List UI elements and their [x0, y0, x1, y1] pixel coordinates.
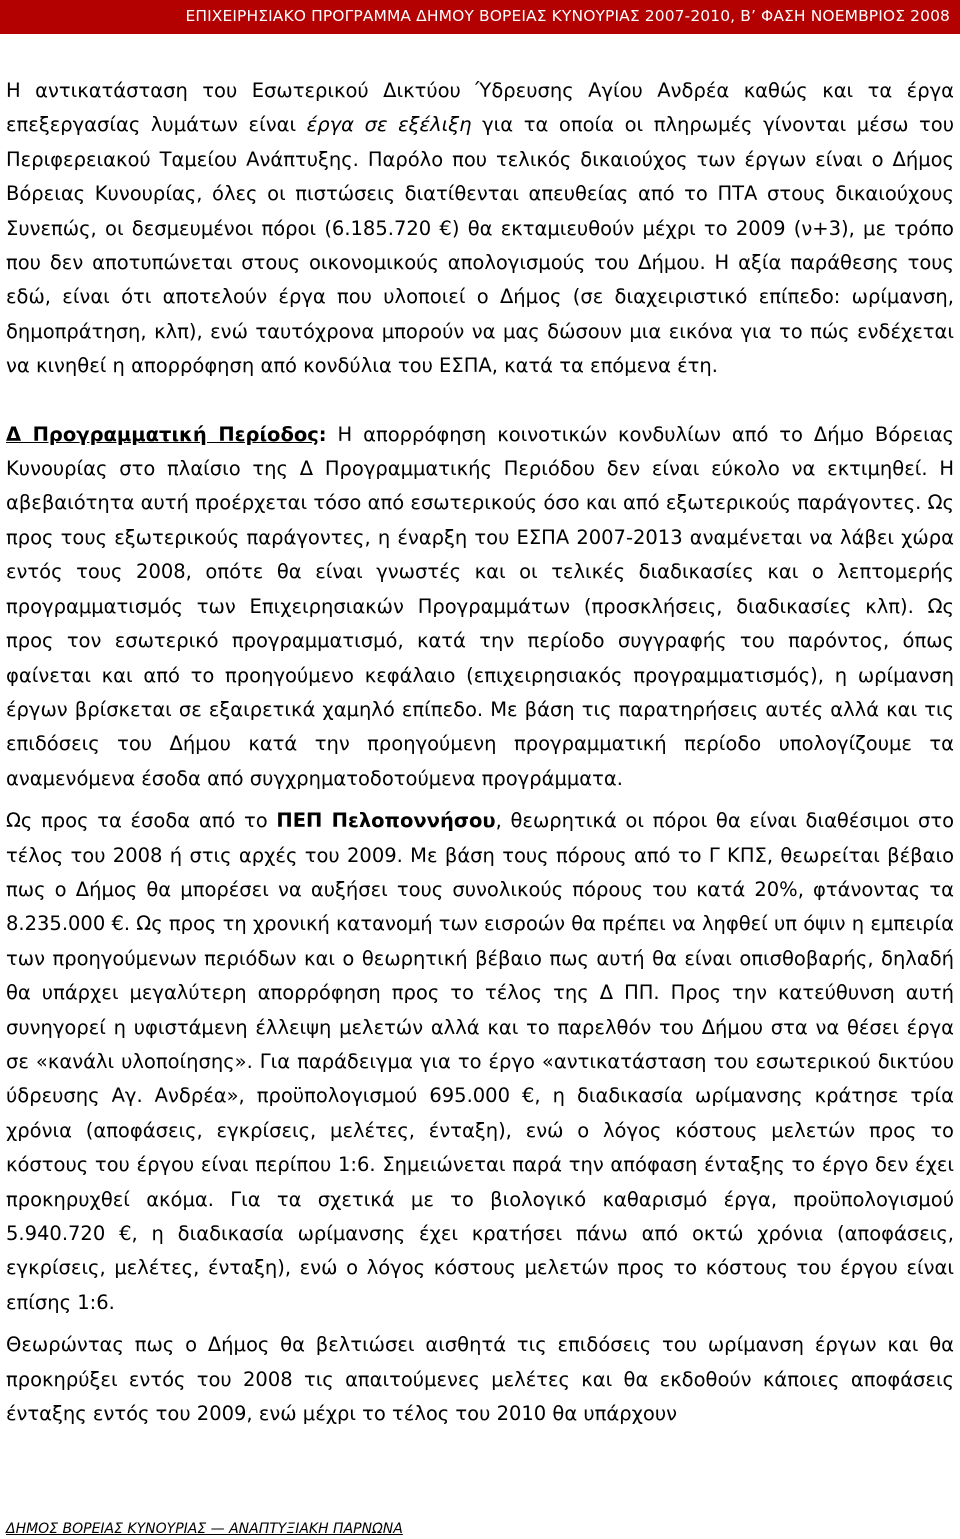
header-bar	[0, 0, 960, 34]
paragraph-3	[6, 804, 954, 1320]
paragraph-3-text-b: , θεωρητικά οι πόροι θα είναι διαθέσιμοι στο τέλος του 2008 ή στις αρχές του 2009. Με βάση τους πόρους από το Γ ΚΠΣ, θεωρείται βέβαιο πως ο Δήμος θα μπορέσει να αυξήσει τους συνολικούς πόρους του κατά 20%, φτάνοντας τα 8.235.000 €. Ως προς τη χρονική κατανομή των εισροών θα πρέπει να ληφθεί υπ όψιν η εμπειρία των προηγούμενων περιόδων και ο θεωρητική βέβαιο πως αυτή θα είναι οπισθοβαρής, δηλαδή θα υπάρχει μεγαλύτερη απορρόφηση προς το τέλος της Δ ΠΠ. Προς την κατεύθυνση αυτή συνηγορεί η υφιστάμενη έλλειψη μελετών αλλά και το παρελθόν του Δήμου στα να θέσει έργα σε «κανάλι υλοποίησης». Για παράδειγμα για το έργο «αντικατάσταση του εσωτερικού δικτύου ύδρευσης Αγ. Ανδρέα», προϋπολογισμού 695.000 €, η διαδικασία ωρίμανσης κράτησε τρία χρόνια (αποφάσεις, εγκρίσεις, μελέτες, ένταξη), ενώ ο λόγος κόστους μελετών προς το κόστους του έργου είναι περίπου 1:6. Σημειώνεται παρά την απόφαση ένταξης το έργο δεν έχει προκηρυχθεί ακόμα. Για τα σχετικά με το βιολογικό καθαρισμό έργα, προϋπολογισμού 5.940.720 €, η διαδικασία ωρίμανσης έχει κρατήσει πάνω από οκτώ χρόνια (αποφάσεις, εγκρίσεις, μελέτες, ένταξη), ενώ ο λόγος κόστους μελετών προς το κόστους του έργου είναι επίσης 1:6.	[6, 809, 955, 1314]
paragraph-2-heading: Δ Προγραμματική Περίοδος	[6, 422, 319, 446]
paragraph-1-text-a: Η αντικατάσταση του Εσωτερικού Δικτύου Ύδρευσης Αγίου Ανδρέα καθώς και τα έργα επεξεργασίας λυμάτων είναι	[6, 79, 954, 137]
header-title: ΕΠΙΧΕΙΡΗΣΙΑΚΟ ΠΡΟΓΡΑΜΜΑ ΔΗΜΟΥ ΒΟΡΕΙΑΣ ΚΥΝΟΥΡΙΑΣ 2007-2010, Β’ ΦΑΣΗ ΝΟΕΜΒΡΙΟΣ 2008	[185, 7, 950, 25]
paragraph-2-colon: :	[318, 422, 327, 446]
paragraph-2-text: Η απορρόφηση κοινοτικών κονδυλίων από το Δήμο Βόρειας Κυνουρίας στο πλαίσιο της Δ Προγραμματικής Περιόδου δεν είναι εύκολο να εκτιμηθεί. Η αβεβαιότητα αυτή προέρχεται τόσο από εσωτερικούς όσο και από εξωτερικούς παράγοντες. Ως προς τους εξωτερικούς παράγοντες, η έναρξη του ΕΣΠΑ 2007-2013 αναμένεται να λάβει χώρα εντός τους 2008, οπότε θα είναι γνωστές και οι τελικές διαδικασίες και ο λεπτομερής προγραμματισμός των Επιχειρησιακών Προγραμμάτων (προσκλήσεις, διαδικασίες κλπ). Ως προς τον εσωτερικό προγραμματισμό, κατά την περίοδο συγγραφής του παρόντος, όπως φαίνεται και από το προηγούμενο κεφάλαιο (επιχειρησιακός προγραμματισμός), η ωρίμανση έργων βρίσκεται σε εξαιρετικά χαμηλό επίπεδο. Με βάση τις παρατηρήσεις αυτές αλλά και τις επιδόσεις του Δήμου κατά την προηγούμενη προγραμματική περίοδο υπολογίζουμε τα αναμενόμενα έσοδα από συγχρηματοδοτούμενα προγράμματα.	[6, 422, 954, 790]
paragraph-1	[6, 74, 954, 384]
document-body	[6, 74, 954, 1431]
paragraph-4-text: Θεωρώντας πως ο Δήμος θα βελτιώσει αισθητά τις επιδόσεις του ωρίμανση έργων και θα προκηρύξει εντός του 2008 τις απαιτούμενες μελέτες και θα εκδοθούν κάποιες αποφάσεις ένταξης εντός του 2009, ενώ μέχρι το τέλος του 2010 θα υπάρχουν	[6, 1333, 954, 1426]
paragraph-2	[6, 418, 954, 796]
paragraph-3-text-a: Ως προς τα έσοδα από το	[6, 809, 277, 833]
paragraph-1-italic: έργα σε εξέλιξη	[306, 113, 472, 137]
paragraph-3-bold: ΠΕΠ Πελοποννήσου	[276, 809, 496, 833]
paragraph-4	[6, 1328, 954, 1431]
paragraph-1-text-b: για τα οποία οι πληρωμές γίνονται μέσω του Περιφερειακού Ταμείου Ανάπτυξης. Παρόλο που τελικός δικαιούχος των έργων είναι ο Δήμος Βόρειας Κυνουρίας, όλες οι πιστώσεις διατίθενται απευθείας από το ΠΤΑ στους δικαιούχους Συνεπώς, οι δεσμευμένοι πόροι (6.185.720 €) θα εκταμιευθούν μέχρι το 2009 (ν+3), με τρόπο που δεν αποτυπώνεται στους οικονομικούς απολογισμούς του Δήμου. Η αξία παράθεσης τους εδώ, είναι ότι αποτελούν έργα που υλοποιεί ο Δήμος (σε διαχειριστικό επίπεδο: ωρίμανση, δημοπράτηση, κλπ), ενώ ταυτόχρονα μπορούν να μας δώσουν μια εικόνα για το πώς ενδέχεται να κινηθεί η απορρόφηση από κονδύλια του ΕΣΠΑ, κατά τα επόμενα έτη.	[6, 113, 955, 378]
footer-text: ΔΗΜΟΣ ΒΟΡΕΙΑΣ ΚΥΝΟΥΡΙΑΣ — ΑΝΑΠΤΥΞΙΑΚΗ ΠΑΡΝΩΝΑ	[6, 1521, 403, 1537]
